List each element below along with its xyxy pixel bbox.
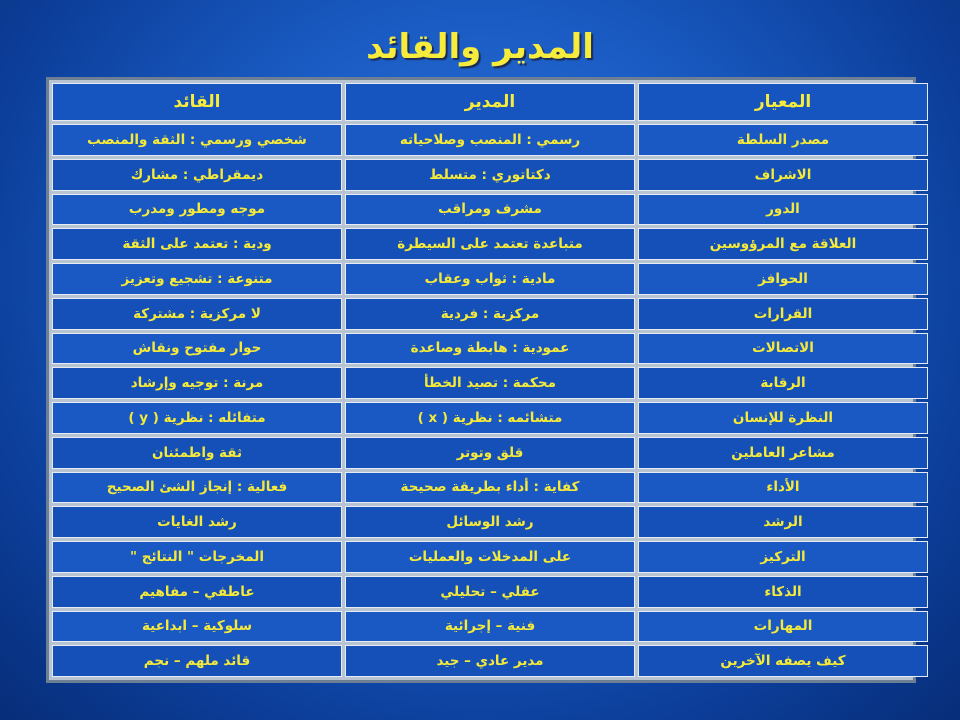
table-row bbox=[52, 506, 928, 538]
leader-cell: ودية : تعتمد على الثقة bbox=[52, 228, 342, 260]
criterion-cell: التركيز bbox=[638, 541, 928, 573]
header-criterion: المعيار bbox=[638, 83, 928, 121]
criterion-cell: كيف يصفه الآخرين bbox=[638, 645, 928, 677]
manager-cell: عقلي – تحليلي bbox=[345, 576, 635, 608]
criterion-cell: الدور bbox=[638, 194, 928, 226]
leader-cell: موجه ومطور ومدرب bbox=[52, 194, 342, 226]
leader-cell: رشد الغايات bbox=[52, 506, 342, 538]
table-row bbox=[52, 263, 928, 295]
manager-cell: عمودية : هابطة وصاعدة bbox=[345, 333, 635, 365]
table-row bbox=[52, 472, 928, 504]
manager-cell: رسمي : المنصب وصلاحياته bbox=[345, 124, 635, 156]
leader-cell: سلوكية – ابداعية bbox=[52, 611, 342, 643]
manager-cell: رشد الوسائل bbox=[345, 506, 635, 538]
leader-cell: عاطفي – مفاهيم bbox=[52, 576, 342, 608]
table-row bbox=[52, 124, 928, 156]
manager-cell: متباعدة تعتمد على السيطرة bbox=[345, 228, 635, 260]
leader-cell: مرنة : توجيه وإرشاد bbox=[52, 367, 342, 399]
leader-cell: متنوعة : تشجيع وتعزيز bbox=[52, 263, 342, 295]
manager-cell: كفاية : أداء بطريقة صحيحة bbox=[345, 472, 635, 504]
manager-cell: فنية – إجرائية bbox=[345, 611, 635, 643]
criterion-cell: مشاعر العاملين bbox=[638, 437, 928, 469]
table-row bbox=[52, 437, 928, 469]
comparison-table bbox=[46, 77, 916, 683]
criterion-cell: مصدر السلطة bbox=[638, 124, 928, 156]
manager-cell: مادية : ثواب وعقاب bbox=[345, 263, 635, 295]
criterion-cell: الرقابة bbox=[638, 367, 928, 399]
criterion-cell: المهارات bbox=[638, 611, 928, 643]
criterion-cell: النظرة للإنسان bbox=[638, 402, 928, 434]
header-leader: القائد bbox=[52, 83, 342, 121]
criterion-cell: الأداء bbox=[638, 472, 928, 504]
table-row bbox=[52, 194, 928, 226]
table-row bbox=[52, 159, 928, 191]
criterion-cell: الحوافز bbox=[638, 263, 928, 295]
table-row bbox=[52, 576, 928, 608]
leader-cell: ديمقراطي : مشارك bbox=[52, 159, 342, 191]
leader-cell: المخرجات " النتائج " bbox=[52, 541, 342, 573]
table-body bbox=[52, 124, 928, 677]
criterion-cell: الذكاء bbox=[638, 576, 928, 608]
criterion-cell: القرارات bbox=[638, 298, 928, 330]
criterion-cell: الرشد bbox=[638, 506, 928, 538]
manager-cell: مشرف ومراقب bbox=[345, 194, 635, 226]
table-row bbox=[52, 298, 928, 330]
table-header-row bbox=[52, 83, 928, 121]
manager-cell: متشائمه : نظرية ( x ) bbox=[345, 402, 635, 434]
leader-cell: لا مركزية : مشتركة bbox=[52, 298, 342, 330]
leader-cell: شخصي ورسمي : الثقة والمنصب bbox=[52, 124, 342, 156]
table-row bbox=[52, 541, 928, 573]
leader-cell: حوار مفتوح ونقاش bbox=[52, 333, 342, 365]
table-row bbox=[52, 645, 928, 677]
manager-cell: مركزية : فردية bbox=[345, 298, 635, 330]
leader-cell: متفائله : نظرية ( y ) bbox=[52, 402, 342, 434]
slide-title: المدير والقائد bbox=[366, 27, 594, 67]
leader-cell: فعالية : إنجاز الشئ الصحيح bbox=[52, 472, 342, 504]
criterion-cell: الاشراف bbox=[638, 159, 928, 191]
table-row bbox=[52, 611, 928, 643]
table-row bbox=[52, 367, 928, 399]
header-manager: المدير bbox=[345, 83, 635, 121]
leader-cell: قائد ملهم – نجم bbox=[52, 645, 342, 677]
table-row bbox=[52, 402, 928, 434]
manager-cell: مدير عادي – جيد bbox=[345, 645, 635, 677]
comparison-table-grid bbox=[49, 80, 931, 680]
manager-cell: محكمة : تصيد الخطأ bbox=[345, 367, 635, 399]
criterion-cell: الاتصالات bbox=[638, 333, 928, 365]
leader-cell: ثقة واطمئنان bbox=[52, 437, 342, 469]
manager-cell: دكتاتوري : متسلط bbox=[345, 159, 635, 191]
criterion-cell: العلاقة مع المرؤوسين bbox=[638, 228, 928, 260]
table-row bbox=[52, 333, 928, 365]
manager-cell: قلق وتوتر bbox=[345, 437, 635, 469]
manager-cell: على المدخلات والعمليات bbox=[345, 541, 635, 573]
table-row bbox=[52, 228, 928, 260]
